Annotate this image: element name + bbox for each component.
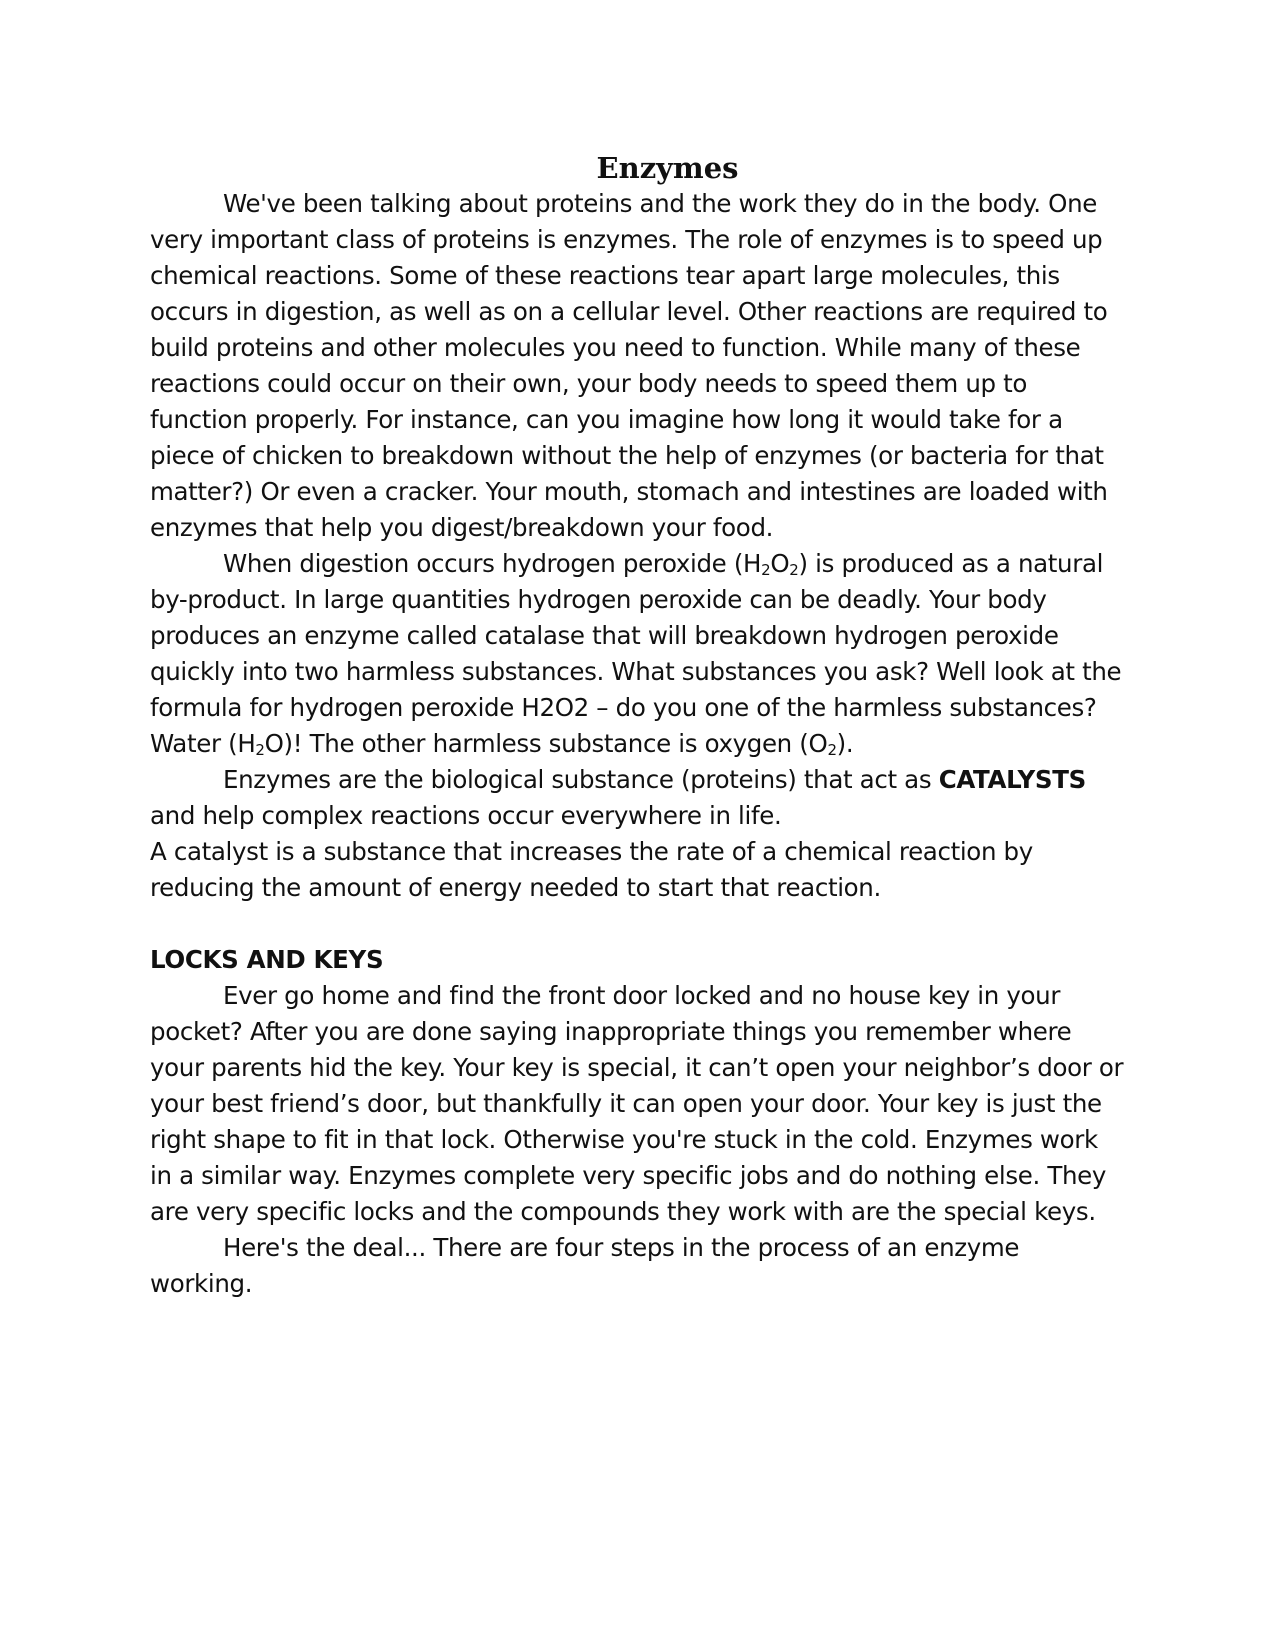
text-segment: O)! The other harmless substance is oxygen (O [264,729,828,758]
catalysts-term: CATALYSTS [938,765,1086,794]
paragraph-intro: We've been talking about proteins and the work they do in the body. One very important class of proteins is enzymes. The role of enzymes is to speed up chemical reactions. Some of these reactions tear apart large molecules, this occurs in digestion, as well as on a cellular level. Other reactions are required to build proteins and other molecules you need to function. While many of these reactions could occur on their own, your body needs to speed them up to function properly. For instance, can you imagine how long it would take for a piece of chicken to breakdown without the help of enzymes (or bacteria for that matter?) Or even a cracker. Your mouth, stomach and intestines are loaded with enzymes that help you digest/breakdown your food. [150,189,1108,542]
paragraph-catalyst-definition: A catalyst is a substance that increases the rate of a chemical reaction by reducing the amount of energy needed to start that reaction. [150,837,1033,902]
section-heading-locks-and-keys: LOCKS AND KEYS [150,945,384,974]
paragraph-hydrogen-peroxide [150,546,1125,762]
document-page [150,150,1125,1302]
paragraph-four-steps: Here's the deal... There are four steps in the process of an enzyme working. [150,1233,1020,1298]
text-segment: O [770,549,790,578]
subscript: 2 [761,561,771,579]
subscript: 2 [827,741,837,759]
subscript: 2 [789,561,799,579]
paragraph-catalysts [150,762,1125,834]
text-segment: and help complex reactions occur everywhere in life. [150,801,782,830]
text-segment: ) is produced as a natural by-product. In large quantities hydrogen peroxide can be deadly. Your body produces an enzyme called catalase that will breakdown hydrogen peroxide quickly into two harmless substances. What substances you ask? Well look at the formula for hydrogen peroxide H2O2 – do you one of the harmless substances? Water (H [150,549,1122,758]
text-segment: When digestion occurs hydrogen peroxide (H [223,549,762,578]
paragraph-locks-keys: Ever go home and find the front door locked and no house key in your pocket? After you are done saying inappropriate things you remember where your parents hid the key. Your key is special, it can’t open your neighbor’s door or your best friend’s door, but thankfully it can open your door. Your key is just the right shape to fit in that lock. Otherwise you're stuck in the cold. Enzymes work in a similar way. Enzymes complete very specific jobs and do nothing else. They are very specific locks and the compounds they work with are the special keys. [150,981,1124,1226]
subscript: 2 [255,741,265,759]
document-title: Enzymes [596,151,739,185]
text-segment: ). [836,729,854,758]
text-segment: Enzymes are the biological substance (proteins) that act as [223,765,939,794]
